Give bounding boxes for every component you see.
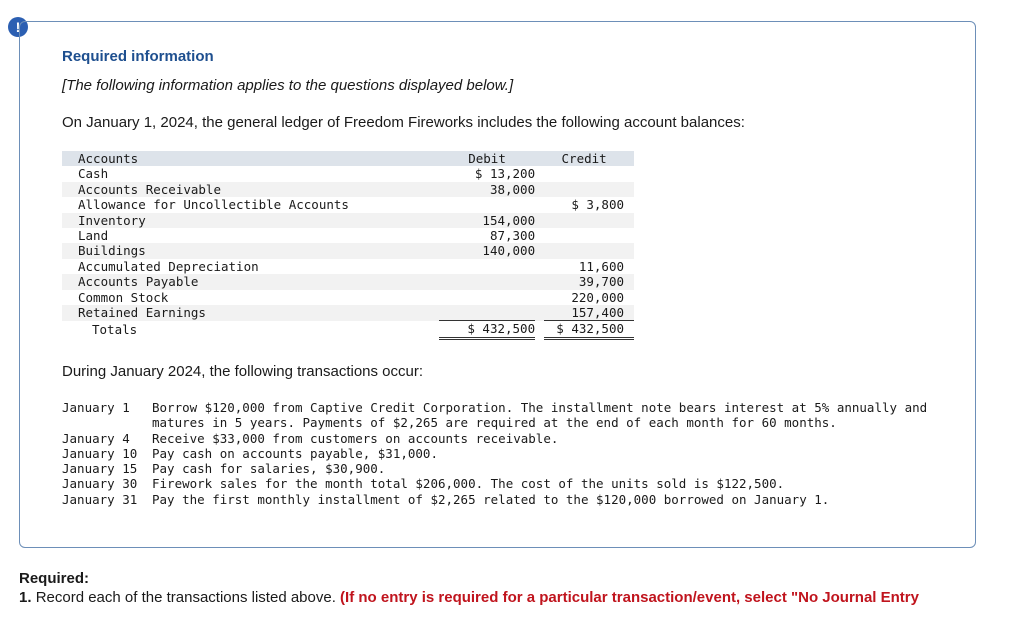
credit-amount: $ 3,800	[571, 197, 624, 213]
table-row	[62, 182, 634, 197]
debit-amount: $ 13,200	[474, 166, 536, 182]
credit-total: $ 432,500	[544, 321, 634, 338]
account-name: Common Stock	[78, 289, 169, 305]
transaction-item	[62, 461, 942, 476]
transactions-list	[62, 400, 942, 507]
requirement-1	[19, 589, 919, 606]
debit-amount	[439, 197, 535, 212]
credit-amount: 39,700	[578, 274, 624, 290]
table-row	[62, 213, 634, 228]
debit-amount	[439, 274, 535, 289]
requirement-instruction: (If no entry is required for a particular transaction/event, select "No Journal Entry	[340, 589, 919, 606]
table-row	[62, 259, 634, 274]
alert-icon: !	[8, 17, 28, 37]
transaction-text: Pay cash for salaries, $30,900.	[152, 461, 386, 477]
account-name: Accounts Payable	[78, 274, 199, 290]
transactions-intro: During January 2024, the following transactions occur:	[62, 363, 424, 380]
credit-amount: 220,000	[571, 289, 624, 305]
table-row	[62, 197, 634, 212]
requirement-number: 1.	[19, 589, 32, 606]
account-name: Accounts Receivable	[78, 181, 221, 197]
transaction-date: January 30	[62, 476, 138, 492]
totals-row	[62, 321, 634, 338]
credit-amount	[544, 166, 634, 181]
transaction-date: January 31	[62, 491, 138, 507]
account-name: Cash	[78, 166, 109, 182]
account-name: Accumulated Depreciation	[78, 258, 259, 274]
ledger-header-row	[62, 151, 634, 166]
credit-header: Credit	[561, 151, 607, 166]
info-note: [The following information applies to the questions displayed below.]	[62, 77, 514, 94]
transaction-item	[62, 446, 942, 461]
transaction-item	[62, 492, 942, 507]
table-row	[62, 274, 634, 289]
debit-amount: 154,000	[482, 212, 536, 228]
transaction-item	[62, 400, 942, 431]
table-row	[62, 243, 634, 258]
required-heading: Required:	[19, 570, 90, 587]
transaction-date: January 1	[62, 400, 130, 415]
credit-amount	[544, 182, 634, 197]
account-name: Allowance for Uncollectible Accounts	[78, 197, 349, 213]
credit-amount	[544, 213, 634, 228]
account-name: Land	[78, 228, 109, 244]
credit-amount	[544, 243, 634, 258]
credit-amount: 11,600	[578, 258, 624, 274]
transaction-text: Firework sales for the month total $206,000. The cost of the units sold is $122,500.	[152, 476, 785, 492]
transaction-date: January 15	[62, 461, 138, 477]
account-name: Buildings	[78, 243, 146, 259]
table-row	[62, 228, 634, 243]
credit-amount: 157,400	[571, 305, 624, 321]
debit-amount	[439, 290, 535, 305]
debit-total: $ 432,500	[439, 321, 535, 338]
account-name: Retained Earnings	[78, 305, 206, 321]
transaction-date: January 4	[62, 430, 130, 446]
ledger-intro: On January 1, 2024, the general ledger of Freedom Fireworks includes the following account balances:	[62, 114, 745, 131]
transaction-date: January 10	[62, 445, 138, 461]
transaction-item	[62, 476, 942, 491]
transaction-text: Receive $33,000 from customers on accounts receivable.	[152, 430, 559, 446]
totals-label: Totals	[92, 321, 138, 337]
transaction-text: Borrow $120,000 from Captive Credit Corporation. The installment note bears interest at 5% annually and matures in 5 years. Payments of $2,265 are required at the end of each month for 60 months.	[152, 400, 928, 431]
debit-header: Debit	[468, 151, 506, 166]
debit-amount: 38,000	[489, 181, 536, 197]
debit-amount: 140,000	[482, 243, 536, 259]
requirement-text: Record each of the transactions listed above.	[35, 589, 336, 606]
transaction-text: Pay cash on accounts payable, $31,000.	[152, 445, 438, 461]
transaction-item	[62, 431, 942, 446]
table-row	[62, 305, 634, 321]
accounts-header: Accounts	[78, 151, 139, 166]
debit-amount	[439, 259, 535, 274]
table-row	[62, 290, 634, 305]
ledger-table	[62, 151, 634, 340]
debit-amount	[439, 305, 535, 321]
transaction-text: Pay the first monthly installment of $2,265 related to the $120,000 borrowed on January 1.	[152, 491, 830, 507]
account-name: Inventory	[78, 212, 146, 228]
debit-amount: 87,300	[489, 228, 536, 244]
credit-amount	[544, 228, 634, 243]
table-row	[62, 166, 634, 181]
required-information-title: Required information	[62, 48, 214, 65]
